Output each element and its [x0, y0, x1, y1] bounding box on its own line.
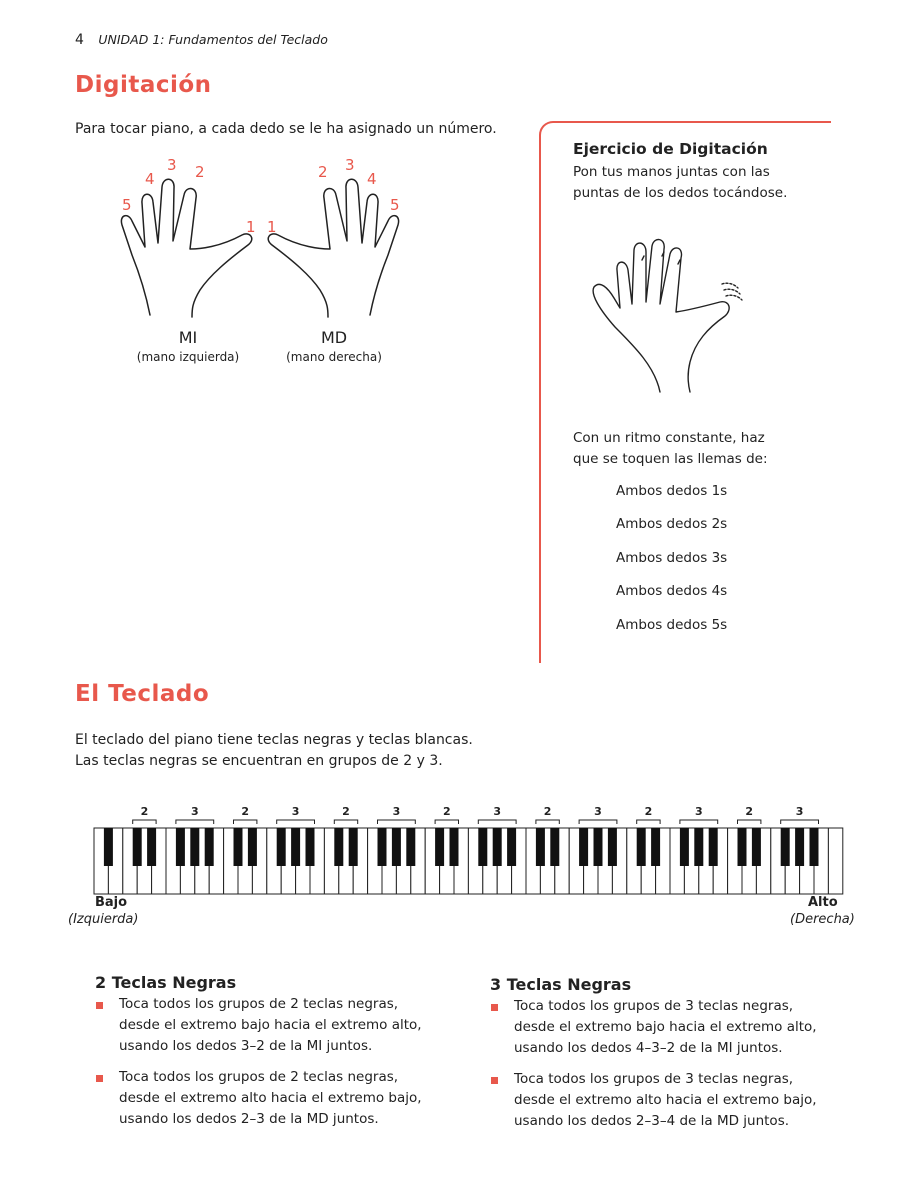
right-hand-outline [268, 179, 398, 317]
black-key [104, 828, 113, 866]
three-keys-bullet1-line3: usando los dedos 4–3–2 de la MI juntos. [514, 1040, 783, 1056]
group-label: 3 [694, 805, 703, 818]
sidebar-title: Ejercicio de Digitación [573, 140, 768, 158]
sidebar-item: Ambos dedos 5s [616, 617, 728, 633]
group-label: 3 [392, 805, 401, 818]
group-bracket [234, 820, 257, 824]
hands-illustration [110, 165, 420, 325]
group-label: 3 [594, 805, 602, 818]
group-bracket [781, 820, 819, 824]
three-keys-bullet1-line2: desde el extremo bajo hacia el extremo alto, [514, 1019, 817, 1035]
left-hand-sub: (mano izquierda) [136, 350, 240, 364]
group-label: 3 [493, 805, 502, 818]
lh-finger-3: 3 [167, 156, 177, 174]
black-key [248, 828, 257, 866]
group-bracket [738, 820, 761, 824]
sidebar-item: Ambos dedos 2s [616, 516, 728, 532]
two-keys-bullet2-line2: desde el extremo alto hacia el extremo bajo, [119, 1090, 422, 1106]
black-key [608, 828, 617, 866]
lh-finger-1: 1 [246, 218, 256, 236]
group-label: 2 [140, 805, 149, 818]
black-key [637, 828, 646, 866]
black-key [378, 828, 387, 866]
black-key [291, 828, 300, 866]
two-keys-bullet1-line3: usando los dedos 3–2 de la MI juntos. [119, 1038, 373, 1054]
page-header [75, 32, 328, 48]
two-keys-bullet1-line1: Toca todos los grupos de 2 teclas negras, [119, 996, 399, 1012]
three-keys-bullet1-line1: Toca todos los grupos de 3 teclas negras, [514, 998, 794, 1014]
keyboard-high-label: Alto [808, 895, 838, 910]
black-key [709, 828, 718, 866]
sidebar-item: Ambos dedos 3s [616, 550, 728, 566]
sidebar-text-2: puntas de los dedos tocándose. [573, 185, 788, 201]
group-bracket [176, 820, 214, 824]
black-key [392, 828, 401, 866]
black-key [277, 828, 286, 866]
piano-keyboard [90, 800, 850, 900]
group-bracket [334, 820, 357, 824]
rh-finger-2: 2 [318, 163, 328, 181]
three-keys-bullet2-line3: usando los dedos 2–3–4 de la MD juntos. [514, 1113, 790, 1129]
group-bracket [637, 820, 660, 824]
sidebar-item: Ambos dedos 4s [616, 583, 728, 599]
group-label: 2 [745, 805, 754, 818]
black-key [493, 828, 502, 866]
group-label: 2 [644, 805, 653, 818]
group-label: 2 [241, 805, 250, 818]
bullet-icon [491, 1004, 498, 1011]
black-key [147, 828, 156, 866]
bullet-icon [491, 1077, 498, 1084]
three-keys-bullet2-line1: Toca todos los grupos de 3 teclas negras, [514, 1071, 794, 1087]
black-key [781, 828, 790, 866]
teclado-line-2: Las teclas negras se encuentran en grupos de 2 y 3. [75, 753, 443, 769]
digitacion-intro: Para tocar piano, a cada dedo se le ha asignado un número. [75, 121, 497, 137]
group-label: 2 [342, 805, 350, 818]
page-number: 4 [75, 32, 84, 48]
keyboard-low-sub: (Izquierda) [68, 912, 139, 927]
group-bracket [579, 820, 617, 824]
two-keys-bullet1-line2: desde el extremo bajo hacia el extremo alto, [119, 1017, 422, 1033]
white-key [828, 828, 842, 894]
group-bracket [133, 820, 156, 824]
sidebar-item: Ambos dedos 1s [616, 483, 728, 499]
sidebar-instr-2: que se toquen las llemas de: [573, 451, 768, 467]
group-bracket [536, 820, 559, 824]
teclado-title: El Teclado [75, 681, 210, 707]
rh-finger-4: 4 [367, 170, 377, 188]
group-label: 3 [190, 805, 199, 818]
group-label: 3 [291, 805, 300, 818]
keyboard-high-sub: (Derecha) [790, 912, 855, 927]
two-keys-title: 2 Teclas Negras [95, 973, 237, 992]
two-keys-bullet2-line1: Toca todos los grupos de 2 teclas negras, [119, 1069, 399, 1085]
black-key [579, 828, 588, 866]
black-key [752, 828, 761, 866]
black-key [680, 828, 689, 866]
group-bracket [277, 820, 315, 824]
unit-title: UNIDAD 1: Fundamentos del Teclado [98, 32, 328, 47]
rh-finger-1: 1 [267, 218, 277, 236]
right-hand-sub: (mano derecha) [286, 350, 382, 364]
black-key [478, 828, 487, 866]
bullet-icon [96, 1075, 103, 1082]
black-key [594, 828, 603, 866]
black-key [406, 828, 415, 866]
black-key [234, 828, 243, 866]
black-key [306, 828, 315, 866]
black-key [795, 828, 804, 866]
black-key [435, 828, 444, 866]
black-key [190, 828, 199, 866]
black-key [550, 828, 559, 866]
digitacion-title: Digitación [75, 72, 212, 98]
black-key [810, 828, 819, 866]
left-hand-outline [121, 179, 251, 317]
black-key [738, 828, 747, 866]
group-bracket [478, 820, 516, 824]
bullet-icon [96, 1002, 103, 1009]
two-keys-bullet2-line3: usando los dedos 2–3 de la MD juntos. [119, 1111, 379, 1127]
black-key [205, 828, 214, 866]
group-bracket [435, 820, 458, 824]
black-key [536, 828, 545, 866]
lh-finger-2: 2 [195, 163, 205, 181]
group-label: 2 [442, 805, 451, 818]
touching-hands-illustration [580, 232, 760, 397]
group-label: 3 [795, 805, 804, 818]
black-key [450, 828, 459, 866]
lh-finger-4: 4 [145, 170, 155, 188]
black-key [133, 828, 142, 866]
three-keys-title: 3 Teclas Negras [490, 975, 632, 994]
left-hand-label: MI [178, 328, 198, 347]
keyboard-low-label: Bajo [95, 895, 128, 910]
three-keys-bullet2-line2: desde el extremo alto hacia el extremo bajo, [514, 1092, 817, 1108]
lh-finger-5: 5 [122, 196, 132, 214]
black-key [694, 828, 703, 866]
sidebar-text-1: Pon tus manos juntas con las [573, 164, 770, 180]
rh-finger-3: 3 [345, 156, 355, 174]
black-key [507, 828, 516, 866]
black-key [176, 828, 185, 866]
black-key [349, 828, 358, 866]
group-bracket [378, 820, 416, 824]
teclado-line-1: El teclado del piano tiene teclas negras y teclas blancas. [75, 732, 473, 748]
group-label: 2 [543, 805, 552, 818]
right-hand-label: MD [320, 328, 348, 347]
rh-finger-5: 5 [390, 196, 400, 214]
black-key [334, 828, 343, 866]
group-bracket [680, 820, 718, 824]
black-key [651, 828, 660, 866]
sidebar-instr-1: Con un ritmo constante, haz [573, 430, 765, 446]
